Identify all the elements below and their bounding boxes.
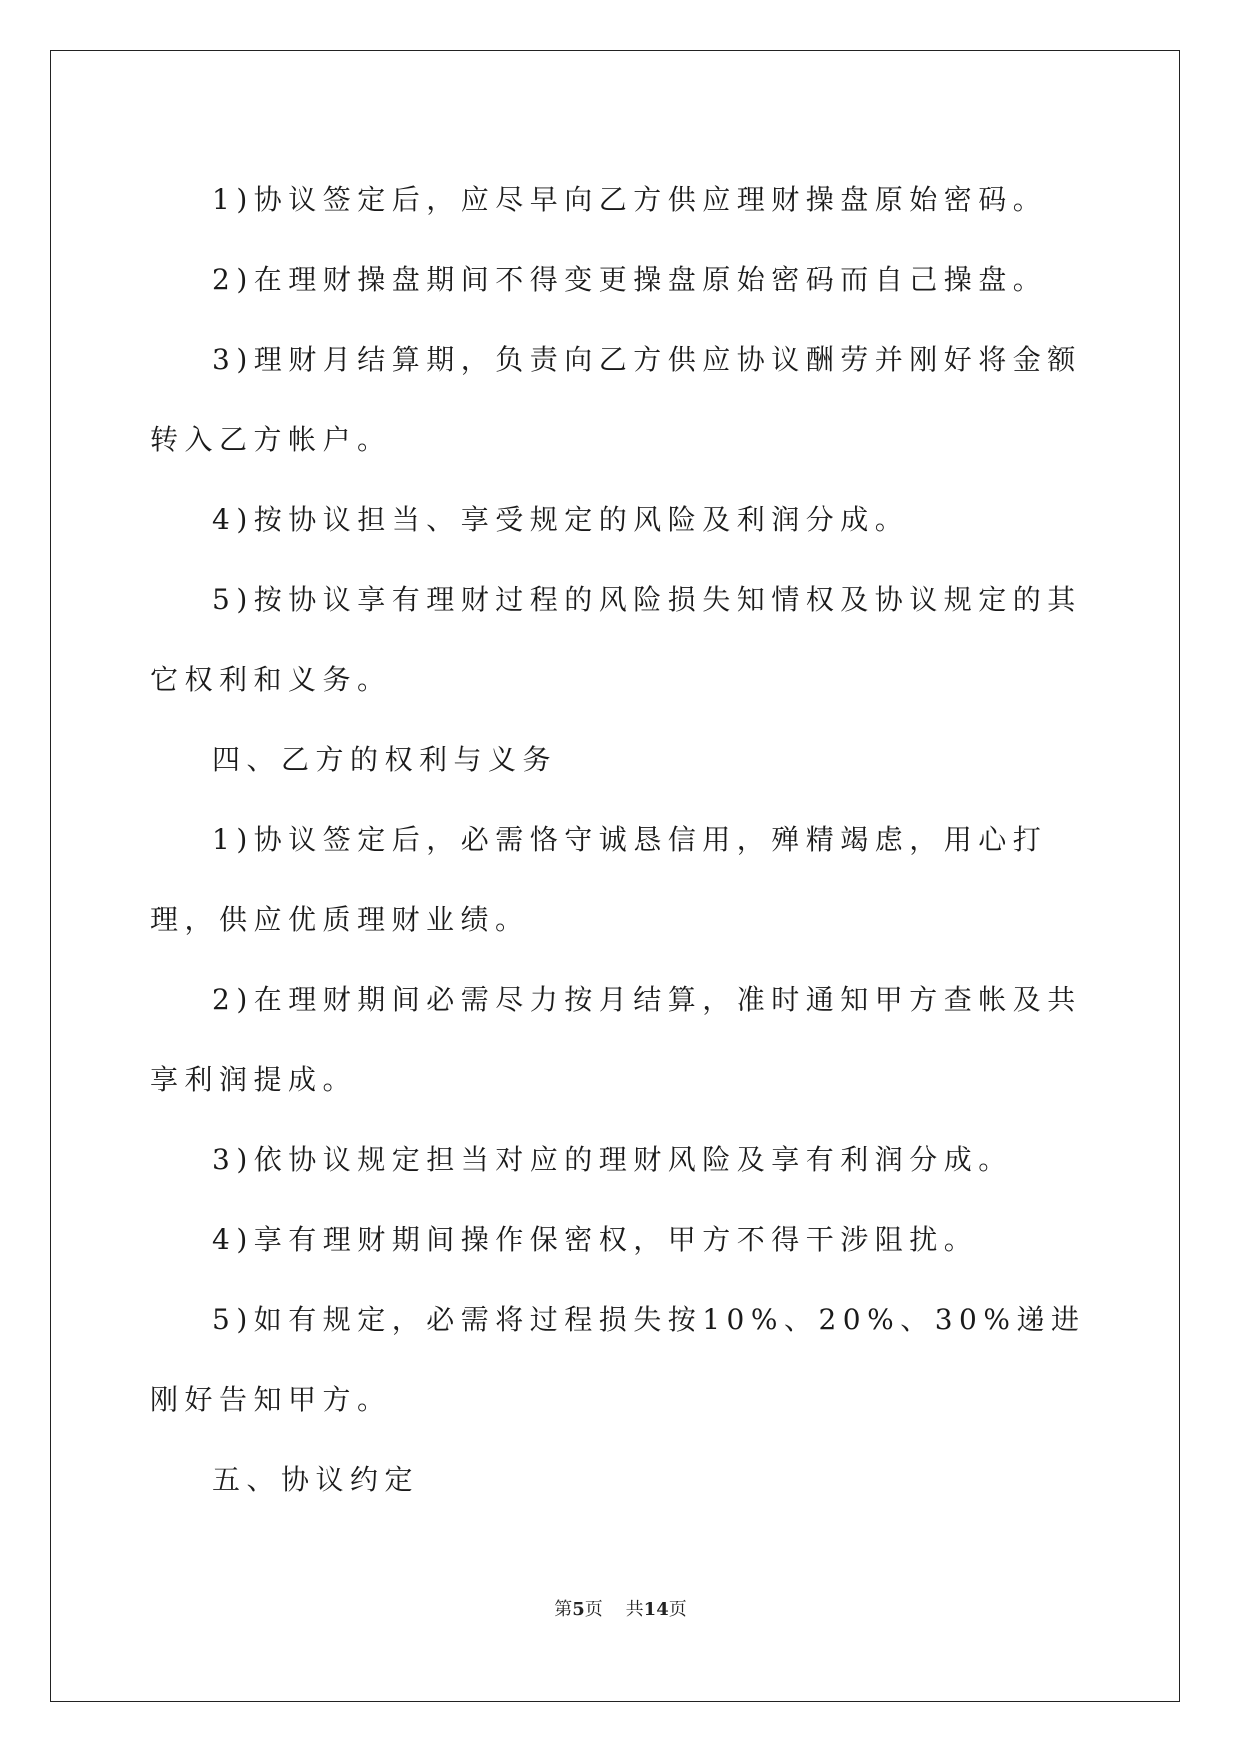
- paragraph-b3: 3)依协议规定担当对应的理财风险及享有利润分成。: [212, 1143, 1013, 1176]
- page-suffix: 页: [584, 1599, 603, 1620]
- total-prefix: 共: [625, 1599, 644, 1620]
- paragraph-a3: 3)理财月结算期，负责向乙方供应协议酬劳并刚好将金额转入乙方帐户。: [150, 343, 1082, 456]
- page-current: 5: [572, 1599, 585, 1620]
- section-heading-5: 五、协议约定: [212, 1463, 420, 1496]
- page-footer: [0, 1595, 1241, 1621]
- section-heading-4: 四、乙方的权利与义务: [212, 743, 558, 776]
- paragraph-a1: 1)协议签定后，应尽早向乙方供应理财操盘原始密码。: [212, 183, 1048, 216]
- paragraph-b5: 5)如有规定，必需将过程损失按10%、20%、30%递进刚好告知甲方。: [150, 1303, 1086, 1416]
- paragraph-b4: 4)享有理财期间操作保密权，甲方不得干涉阻扰。: [212, 1223, 979, 1256]
- paragraph-a4: 4)按协议担当、享受规定的风险及利润分成。: [212, 503, 910, 536]
- page-total: 14: [643, 1599, 669, 1620]
- page-prefix: 第: [554, 1599, 573, 1620]
- document-body: [150, 160, 1090, 1520]
- paragraph-b2: 2)在理财期间必需尽力按月结算，准时通知甲方查帐及共享利润提成。: [150, 983, 1082, 1096]
- paragraph-b1: 1)协议签定后，必需恪守诚恳信用，殚精竭虑，用心打理，供应优质理财业绩。: [150, 823, 1048, 936]
- total-suffix: 页: [668, 1599, 687, 1620]
- paragraph-a2: 2)在理财操盘期间不得变更操盘原始密码而自己操盘。: [212, 263, 1048, 296]
- paragraph-a5: 5)按协议享有理财过程的风险损失知情权及协议规定的其它权利和义务。: [150, 583, 1082, 696]
